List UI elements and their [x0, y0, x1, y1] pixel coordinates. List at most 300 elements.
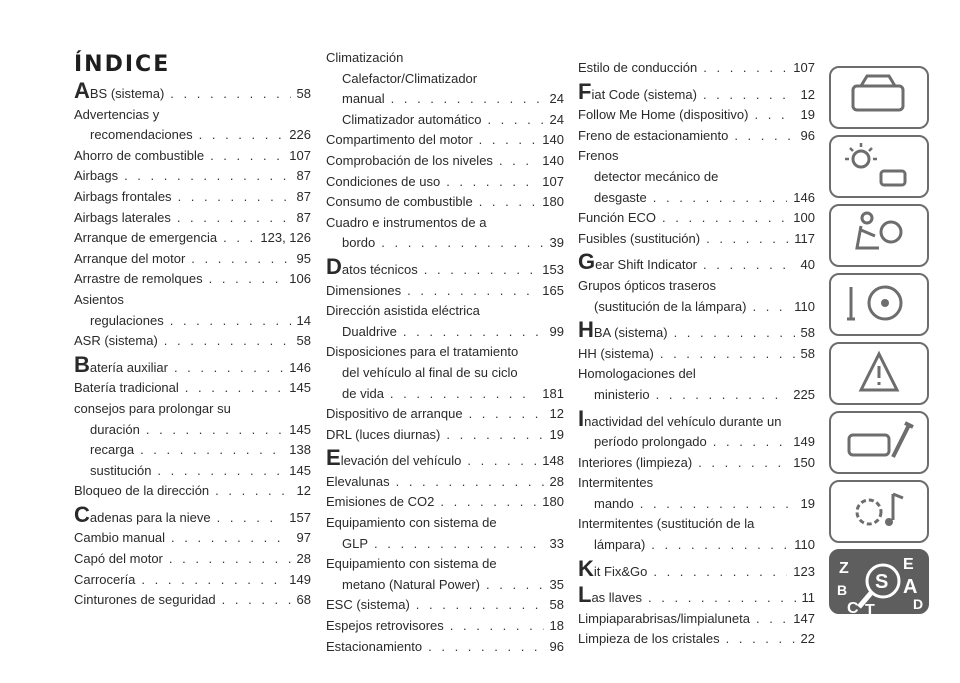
- dot-leader: [174, 358, 283, 379]
- index-entry: [326, 322, 564, 343]
- page-number: 106: [289, 271, 311, 287]
- page-number: 146: [289, 359, 311, 375]
- entry-text: Equipamiento con sistema de: [326, 556, 497, 572]
- entry-text: metano (Natural Power): [342, 576, 480, 592]
- index-entry: [578, 514, 815, 535]
- entry-label: [594, 188, 647, 209]
- tab-alphabetical-index[interactable]: [829, 549, 929, 614]
- letter-s: S: [875, 571, 889, 593]
- entry-label: [74, 208, 171, 229]
- entry-text: Comprobación de los niveles: [326, 152, 493, 168]
- page-number: 58: [800, 325, 815, 341]
- entry-label: [594, 494, 634, 515]
- entry-label: [326, 50, 403, 65]
- dot-leader: [164, 331, 291, 352]
- seat-airbag-icon: [831, 206, 927, 265]
- page-number: 225: [793, 386, 815, 402]
- index-entry: [74, 187, 311, 208]
- index-entry: [326, 425, 564, 446]
- dot-leader: [487, 110, 543, 131]
- page-number: 138: [289, 442, 311, 458]
- car-icon: [831, 68, 927, 127]
- tab-music-gear[interactable]: [829, 480, 929, 543]
- page-number: 24: [549, 111, 564, 127]
- index-entry: [578, 609, 815, 630]
- dot-leader: [486, 575, 544, 596]
- page-number: 107: [542, 173, 564, 189]
- entry-label: [74, 331, 158, 352]
- page-number: 24: [549, 91, 564, 107]
- dot-leader: [124, 166, 290, 187]
- entry-label: [74, 292, 124, 307]
- entry-text: Interiores (limpieza): [578, 454, 693, 470]
- page-number: 19: [800, 107, 815, 123]
- index-entry: [74, 351, 311, 379]
- index-entry: [74, 461, 311, 482]
- tab-steering-key[interactable]: [829, 273, 929, 336]
- section-initial: E: [326, 445, 341, 471]
- index-entry: [326, 281, 564, 302]
- index-entry: [326, 595, 564, 616]
- index-entry: [578, 297, 815, 318]
- entry-label: [578, 229, 700, 250]
- entry-text: regulaciones: [90, 312, 164, 328]
- page-number: 12: [800, 86, 815, 102]
- page-number: 40: [800, 257, 815, 273]
- index-entry: [578, 453, 815, 474]
- entry-label: [342, 534, 368, 555]
- page-number: 58: [549, 597, 564, 613]
- index-entry: [326, 342, 564, 363]
- dot-leader: [209, 269, 284, 290]
- page-title: ÍNDICE: [74, 52, 171, 77]
- entry-text: Equipamiento con sistema de: [326, 515, 497, 531]
- page-number: 87: [296, 168, 311, 184]
- index-entry: [578, 494, 815, 515]
- dot-leader: [416, 595, 544, 616]
- entry-label: [326, 172, 440, 193]
- section-initial: I: [578, 405, 585, 431]
- entry-label: [342, 71, 477, 86]
- page-number: 149: [793, 434, 815, 450]
- index-column-1: [74, 78, 311, 611]
- index-entry: [578, 405, 815, 433]
- entry-label: [578, 344, 654, 365]
- entry-label: [326, 215, 486, 230]
- index-entry: [74, 590, 311, 611]
- entry-text: Airbags: [74, 168, 119, 184]
- entry-label: [326, 556, 497, 571]
- entry-label: [74, 269, 203, 290]
- entry-label: [90, 420, 140, 441]
- index-entry: [326, 445, 564, 472]
- dot-leader: [185, 378, 284, 399]
- entry-text: GLP: [342, 535, 369, 551]
- entry-label: [578, 629, 720, 650]
- entry-label: [342, 575, 480, 596]
- entry-text: recomendaciones: [90, 127, 193, 143]
- entry-text: BA (sistema): [593, 325, 668, 341]
- entry-label: [326, 445, 462, 472]
- entry-label: [578, 105, 749, 126]
- entry-text: ear Shift Indicator: [595, 257, 698, 273]
- entry-text: HH (sistema): [578, 345, 654, 361]
- entry-text: Estilo de conducción: [578, 60, 698, 75]
- index-entry: [578, 385, 815, 406]
- section-initial: A: [74, 78, 90, 103]
- index-entry: [326, 69, 564, 90]
- wrench-car-icon: [831, 413, 927, 472]
- index-entry: [326, 301, 564, 322]
- index-entry: [74, 311, 311, 332]
- page-number: 226: [289, 127, 311, 143]
- page-number: 140: [542, 132, 564, 148]
- entry-label: [90, 461, 151, 482]
- page-number: 14: [296, 312, 311, 328]
- entry-text: (sustitución de la lámpara): [594, 298, 747, 314]
- entry-text: Dimensiones: [326, 282, 402, 298]
- section-initial: K: [578, 555, 594, 581]
- index-entry: [74, 125, 311, 146]
- entry-text: levación del vehículo: [340, 453, 462, 469]
- entry-text: BS (sistema): [89, 86, 165, 101]
- entry-label: [578, 249, 698, 276]
- dot-leader: [178, 187, 291, 208]
- entry-label: [74, 249, 185, 270]
- entry-label: [74, 146, 204, 167]
- index-entry: [74, 290, 311, 311]
- dot-leader: [734, 126, 794, 147]
- index-entry: [74, 399, 311, 420]
- entry-label: [594, 169, 718, 184]
- entry-text: Capó del motor: [74, 551, 163, 567]
- page-number: 58: [296, 86, 311, 101]
- index-entry: [326, 472, 564, 493]
- alphabet-magnifier-icon: [831, 551, 931, 616]
- dot-leader: [407, 281, 536, 302]
- page-number: 68: [296, 592, 311, 608]
- entry-text: Intermitentes (sustitución de la: [578, 516, 755, 532]
- entry-label: [326, 151, 493, 172]
- entry-label: [578, 582, 643, 609]
- dot-leader: [191, 249, 290, 270]
- dot-leader: [199, 125, 284, 146]
- page-number: 96: [549, 638, 564, 654]
- dot-leader: [170, 311, 291, 332]
- page-number: 28: [296, 551, 311, 567]
- page-number: 150: [793, 454, 815, 470]
- index-entry: [578, 344, 815, 365]
- dot-leader: [499, 151, 536, 172]
- dot-leader: [469, 404, 544, 425]
- page-number: 123: [793, 563, 815, 579]
- index-entry: [326, 213, 564, 234]
- dot-leader: [726, 629, 795, 650]
- page-number: 117: [794, 230, 815, 246]
- index-entry: [326, 89, 564, 110]
- entry-label: [74, 501, 211, 529]
- page-number: 96: [800, 127, 815, 143]
- dot-leader: [674, 323, 795, 344]
- entry-text: Grupos ópticos traseros: [578, 277, 717, 293]
- entry-text: mando: [594, 495, 634, 511]
- index-entry: [74, 570, 311, 591]
- entry-label: [578, 317, 668, 344]
- entry-text: Compartimento del motor: [326, 132, 473, 148]
- index-entry: [578, 78, 815, 106]
- index-entry: [74, 105, 311, 126]
- index-entry: [74, 528, 311, 549]
- entry-text: Arrastre de remolques: [74, 271, 203, 287]
- entry-label: [326, 595, 410, 616]
- entry-label: [74, 590, 216, 611]
- dot-leader: [396, 472, 544, 493]
- page-number: 28: [549, 473, 564, 489]
- section-initial: H: [578, 317, 594, 343]
- index-entry: [578, 582, 815, 609]
- page-number: 145: [289, 462, 311, 478]
- letter-t: T: [865, 602, 875, 616]
- index-entry: [74, 269, 311, 290]
- dot-leader: [140, 440, 283, 461]
- entry-label: [74, 351, 168, 379]
- index-entry: [326, 554, 564, 575]
- tab-warning-triangle[interactable]: [829, 342, 929, 405]
- dot-leader: [424, 260, 537, 281]
- index-entry: [74, 440, 311, 461]
- index-entry: [326, 110, 564, 131]
- dot-leader: [756, 609, 787, 630]
- dot-leader: [660, 344, 795, 365]
- index-entry: [74, 78, 311, 105]
- index-entry: [578, 276, 815, 297]
- entry-text: it Fix&Go: [593, 563, 648, 579]
- page-number: 107: [793, 60, 815, 75]
- page-number: 148: [542, 453, 564, 469]
- entry-text: manual: [342, 91, 385, 107]
- index-entry: [578, 535, 815, 556]
- entry-text: Emisiones de CO2: [326, 494, 435, 510]
- dot-leader: [706, 229, 788, 250]
- index-entry: [74, 228, 311, 249]
- entry-text: Freno de estacionamiento: [578, 127, 729, 143]
- entry-text: atería auxiliar: [89, 359, 168, 375]
- entry-label: [342, 322, 397, 343]
- page-number: 22: [800, 631, 815, 647]
- entry-text: ministerio: [594, 386, 650, 402]
- entry-text: de vida: [342, 385, 384, 401]
- index-entry: [74, 249, 311, 270]
- entry-label: [90, 311, 164, 332]
- index-entry: [74, 166, 311, 187]
- entry-label: [578, 58, 697, 79]
- page-number: 33: [549, 535, 564, 551]
- entry-label: [90, 440, 134, 461]
- entry-text: Frenos: [578, 148, 619, 164]
- entry-label: [326, 492, 434, 513]
- dot-leader: [390, 384, 536, 405]
- entry-text: Climatizador automático: [342, 111, 482, 127]
- index-entry: [326, 172, 564, 193]
- index-entry: [326, 492, 564, 513]
- entry-text: desgaste: [594, 189, 647, 205]
- entry-text: as llaves: [591, 590, 643, 606]
- entry-text: Climatización: [326, 50, 404, 65]
- index-entry: [578, 105, 815, 126]
- letter-e: E: [903, 556, 914, 573]
- index-entry: [578, 126, 815, 147]
- dot-leader: [662, 208, 787, 229]
- entry-text: Carrocería: [74, 571, 136, 587]
- entry-text: Airbags frontales: [74, 188, 172, 204]
- index-entry: [74, 481, 311, 502]
- entry-label: [326, 192, 473, 213]
- entry-text: Arranque del motor: [74, 250, 186, 266]
- page-number: 87: [296, 209, 311, 225]
- page-number: 157: [289, 509, 311, 525]
- dot-leader: [450, 616, 544, 637]
- entry-text: Espejos retrovisores: [326, 618, 444, 634]
- entry-label: [74, 228, 217, 249]
- entry-label: [74, 570, 135, 591]
- index-entry: [578, 188, 815, 209]
- index-entry: [578, 473, 815, 494]
- page-number: 146: [793, 189, 815, 205]
- dot-leader: [171, 528, 290, 549]
- entry-text: recarga: [90, 442, 135, 458]
- dot-leader: [653, 562, 787, 583]
- entry-text: Limpiaparabrisas/limpialuneta: [578, 610, 750, 626]
- entry-label: [578, 366, 696, 381]
- page-number: 145: [289, 421, 311, 437]
- entry-text: duración: [90, 421, 140, 437]
- tab-car[interactable]: [829, 66, 929, 129]
- tab-wrench-car[interactable]: [829, 411, 929, 474]
- entry-text: sustitución: [90, 462, 152, 478]
- entry-label: [74, 481, 209, 502]
- entry-label: [578, 555, 648, 583]
- section-initial: B: [74, 351, 90, 377]
- dot-leader: [403, 322, 544, 343]
- entry-label: [326, 637, 422, 658]
- index-entry: [326, 48, 564, 69]
- index-entry: [578, 629, 815, 650]
- index-entry: [74, 378, 311, 399]
- entry-text: Elevalunas: [326, 473, 390, 489]
- entry-label: [74, 78, 165, 105]
- page-number: 123, 126: [260, 230, 311, 246]
- entry-label: [74, 166, 118, 187]
- entry-text: ASR (sistema): [74, 333, 158, 349]
- page-number: 140: [542, 152, 564, 168]
- page-number: 110: [794, 537, 815, 553]
- dot-leader: [374, 534, 544, 555]
- index-entry: [74, 420, 311, 441]
- entry-text: Airbags laterales: [74, 209, 171, 225]
- entry-text: Intermitentes: [578, 475, 654, 491]
- page-number: 58: [800, 345, 815, 361]
- entry-text: Cuadro e instrumentos de a: [326, 214, 487, 230]
- index-entry: [578, 249, 815, 276]
- entry-text: Asientos: [74, 291, 124, 307]
- entry-text: Calefactor/Climatizador: [342, 70, 478, 86]
- entry-label: [342, 365, 518, 380]
- page-number: 12: [549, 406, 564, 422]
- dot-leader: [223, 228, 254, 249]
- entry-label: [578, 78, 697, 106]
- entry-text: Cinturones de seguridad: [74, 592, 216, 608]
- page-number: 19: [549, 426, 564, 442]
- entry-label: [342, 110, 481, 131]
- warning-lights-icon: [831, 137, 927, 196]
- dot-leader: [446, 425, 543, 446]
- dot-leader: [648, 588, 795, 609]
- entry-text: Condiciones de uso: [326, 173, 441, 189]
- page-number: 87: [296, 188, 311, 204]
- entry-text: Bloqueo de la dirección: [74, 483, 210, 499]
- entry-text: Cambio manual: [74, 530, 166, 546]
- entry-text: período prolongado: [594, 434, 707, 450]
- entry-label: [578, 405, 782, 431]
- dot-leader: [656, 385, 788, 406]
- dot-leader: [141, 570, 283, 591]
- entry-label: [578, 609, 750, 630]
- entry-label: [74, 549, 163, 570]
- entry-text: DRL (luces diurnas): [326, 426, 441, 442]
- page-number: 165: [542, 282, 564, 298]
- dot-leader: [381, 233, 543, 254]
- dot-leader: [146, 420, 283, 441]
- letter-a: A: [903, 576, 918, 598]
- dot-leader: [215, 481, 290, 502]
- page-number: 145: [289, 380, 311, 396]
- entry-label: [578, 208, 656, 229]
- entry-text: detector mecánico de: [594, 168, 719, 184]
- entry-text: Follow Me Home (dispositivo): [578, 107, 749, 123]
- entry-text: Función ECO: [578, 210, 657, 226]
- index-entry: [326, 513, 564, 534]
- letter-c: C: [847, 600, 859, 616]
- tab-warning-lights[interactable]: [829, 135, 929, 198]
- entry-label: [342, 89, 385, 110]
- entry-text: Limpieza de los cristales: [578, 631, 720, 647]
- dot-leader: [703, 58, 787, 79]
- dot-leader: [703, 85, 795, 106]
- index-column-3: [578, 58, 815, 650]
- dot-leader: [479, 130, 537, 151]
- section-tabs-sidebar: [829, 66, 931, 614]
- page-number: 39: [549, 235, 564, 251]
- tab-seat-airbag[interactable]: [829, 204, 929, 267]
- dot-leader: [698, 453, 787, 474]
- dot-leader: [479, 192, 537, 213]
- page-number: 99: [549, 323, 564, 339]
- entry-label: [74, 401, 231, 416]
- page-number: 180: [542, 194, 564, 210]
- entry-label: [326, 515, 497, 530]
- entry-label: [326, 344, 518, 359]
- warning-triangle-icon: [831, 344, 927, 403]
- page-number: 107: [289, 147, 311, 163]
- index-entry: [326, 253, 564, 281]
- entry-label: [326, 281, 401, 302]
- page-number: 181: [542, 385, 564, 401]
- entry-text: Fusibles (sustitución): [578, 230, 701, 246]
- entry-text: nactividad del vehículo durante un: [584, 413, 782, 429]
- section-initial: L: [578, 582, 592, 608]
- page-number: 19: [800, 495, 815, 511]
- entry-label: [74, 107, 159, 122]
